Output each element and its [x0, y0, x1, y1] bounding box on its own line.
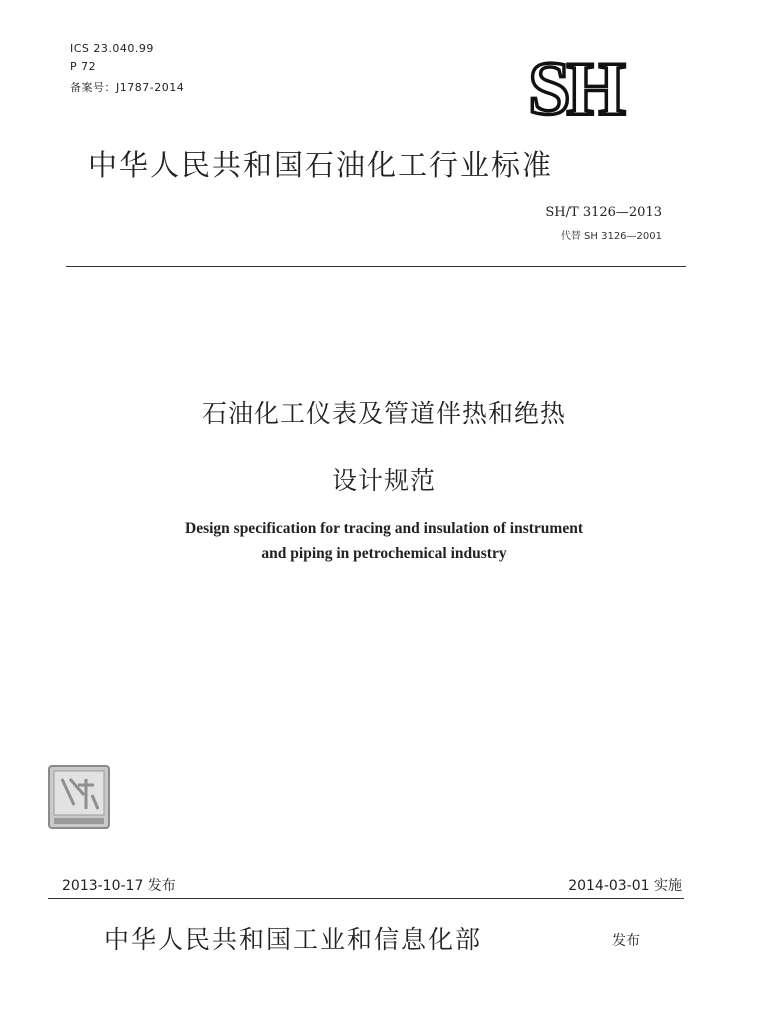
- classification-code: P 72: [70, 60, 97, 73]
- publisher-name: 中华人民共和国工业和信息化部: [104, 925, 483, 954]
- document-title-cn-line2: 设计规范: [331, 466, 436, 495]
- publish-label: 发布: [612, 933, 640, 949]
- replaces-standard: 代替 SH 3126—2001: [560, 231, 662, 242]
- publisher-seal-icon: [48, 765, 110, 829]
- ics-code: ICS 23.040.99: [70, 42, 154, 55]
- industry-standard-title: 中华人民共和国石油化工行业标准: [88, 148, 554, 182]
- issue-date: 2013-10-17 发布: [62, 878, 176, 894]
- document-title-cn-line1: 石油化工仪表及管道伴热和绝热: [201, 399, 566, 428]
- standard-number: SH/T 3126—2013: [545, 205, 662, 220]
- sh-logo: [495, 52, 655, 124]
- record-number: 备案号：J1787-2014: [70, 81, 185, 94]
- footer-divider: [48, 898, 684, 899]
- document-title-en-line2: and piping in petrochemical industry: [261, 545, 507, 562]
- header-divider: [66, 266, 686, 267]
- implementation-date: 2014-03-01 实施: [568, 878, 682, 894]
- document-title-en-line1: Design specification for tracing and insulation of instrument: [185, 520, 583, 537]
- sh-logo-text: SH: [528, 52, 622, 124]
